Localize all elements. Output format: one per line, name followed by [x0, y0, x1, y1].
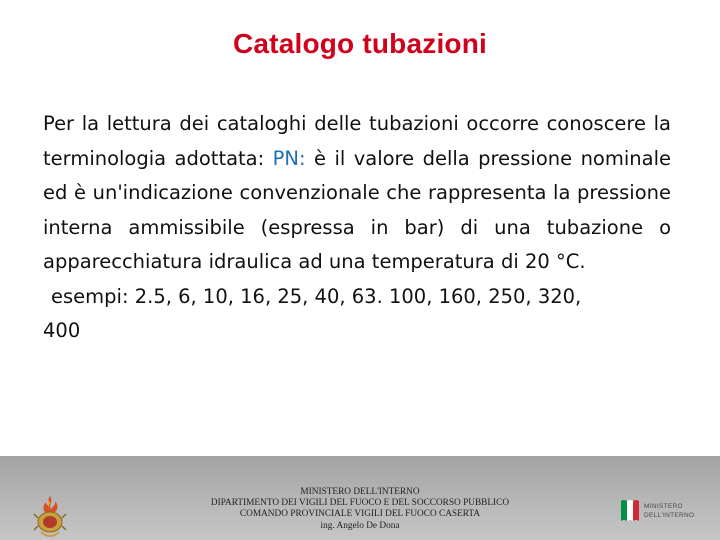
italian-flag-icon [620, 497, 642, 523]
footer-line-command: COMANDO PROVINCIALE VIGILI DEL FUOCO CASERTA [239, 509, 481, 520]
slide-title: Catalogo tubazioni [232, 28, 488, 59]
footer-line-ministry: MINISTERO DELL'INTERNO [300, 487, 420, 497]
pn-definition: è il valore della pressione nominale ed è un'indicazione convenzionale che rappresenta la pressione interna ammissibile (espressa in bar) di una tubazione o apparecchiatura idraulica ad una temperatura di 20 °C. [43, 146, 671, 273]
definition-paragraph [43, 107, 671, 280]
footer-line-department: DIPARTIMENTO DEI VIGILI DEL FUOCO E DEL SOCCORSO PUBBLICO [210, 498, 510, 509]
slide-body [43, 107, 671, 349]
pn-term: PN: [272, 146, 306, 170]
vigili-del-fuoco-emblem-icon [32, 494, 68, 540]
ministero-interno-logo [620, 497, 700, 533]
footer-credits [170, 487, 550, 532]
examples-line-continued: 400 [43, 319, 81, 342]
examples-line: esempi: 2.5, 6, 10, 16, 25, 40, 63. 100, 160, 250, 320, [51, 284, 582, 308]
footer-line-author: ing. Angelo De Dona [320, 520, 400, 531]
footer-band [0, 456, 720, 540]
ministry-logo-text: MINISTERO DELL'INTERNO [644, 503, 695, 519]
intro-text: Per la lettura dei cataloghi delle tubazioni occorre conoscere la terminologia adottata: [43, 112, 671, 170]
